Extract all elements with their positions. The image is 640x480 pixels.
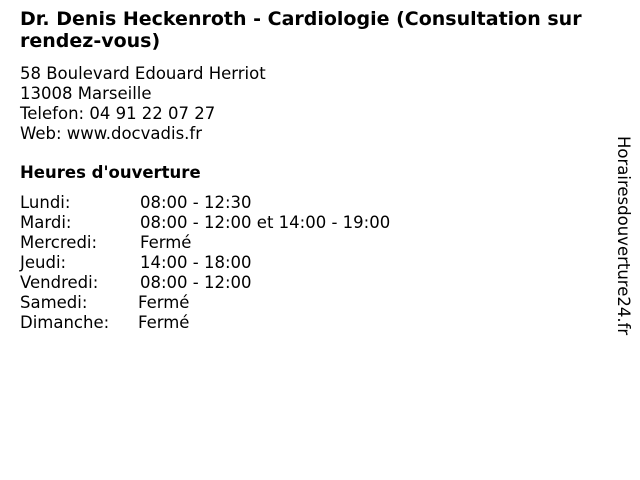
address-block: [20, 64, 266, 144]
day-hours: Fermé: [138, 293, 190, 312]
site-watermark: Horairesdouverture24.fr: [614, 136, 633, 336]
opening-hours-heading: Heures d'ouverture: [20, 163, 201, 182]
day-label: Mercredi:: [20, 233, 98, 252]
day-hours: 08:00 - 12:30: [140, 193, 252, 212]
day-hours: 08:00 - 12:00 et 14:00 - 19:00: [140, 213, 391, 232]
day-label: Lundi:: [20, 193, 71, 212]
day-label: Jeudi:: [20, 253, 67, 272]
phone-number: Telefon: 04 91 22 07 27: [20, 104, 216, 123]
day-hours: 08:00 - 12:00: [140, 273, 252, 292]
day-hours: Fermé: [140, 233, 192, 252]
day-label: Samedi:: [20, 293, 88, 312]
city-postcode: 13008 Marseille: [20, 84, 152, 103]
street-address: 58 Boulevard Edouard Herriot: [20, 64, 266, 83]
day-label: Vendredi:: [20, 273, 99, 292]
day-hours: Fermé: [138, 313, 190, 332]
page-title: Dr. Denis Heckenroth - Cardiologie (Consultation sur rendez-vous): [20, 8, 582, 52]
day-hours: 14:00 - 18:00: [140, 253, 252, 272]
website: Web: www.docvadis.fr: [20, 124, 202, 143]
day-label: Dimanche:: [20, 313, 110, 332]
day-label: Mardi:: [20, 213, 72, 232]
